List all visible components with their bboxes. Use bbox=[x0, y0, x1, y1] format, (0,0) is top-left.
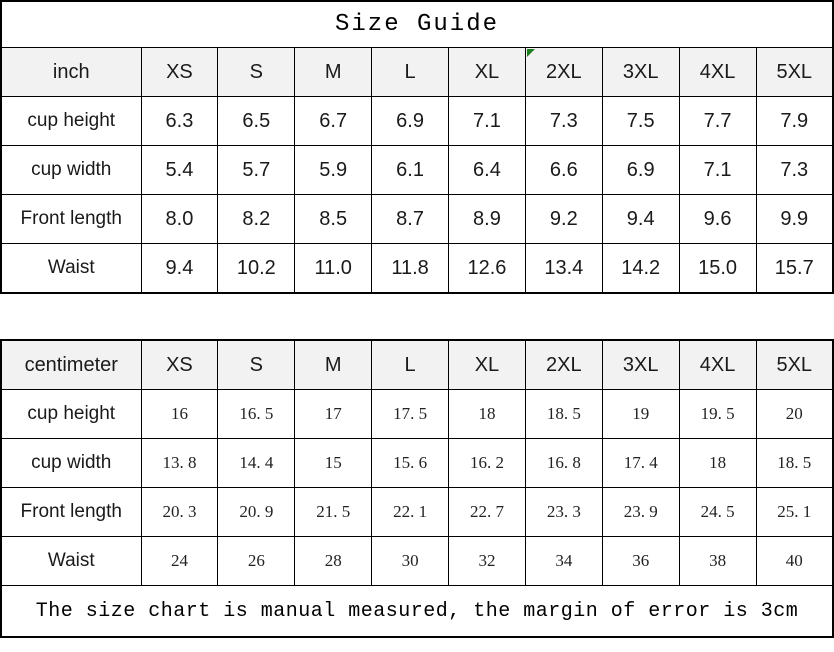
size-header-4xl: 4XL bbox=[679, 48, 756, 97]
row-label-front-length: Front length bbox=[1, 195, 141, 244]
value-cell: 5.4 bbox=[141, 146, 218, 195]
value-cell: 30 bbox=[372, 537, 449, 586]
row-label-waist: Waist bbox=[1, 244, 141, 294]
value-cell: 6.7 bbox=[295, 97, 372, 146]
value-cell: 6.9 bbox=[602, 146, 679, 195]
value-cell: 15. 6 bbox=[372, 439, 449, 488]
value-cell: 7.5 bbox=[602, 97, 679, 146]
value-cell: 22. 7 bbox=[449, 488, 526, 537]
row-label-cup-width: cup width bbox=[1, 439, 141, 488]
value-cell: 9.4 bbox=[141, 244, 218, 294]
value-cell: 6.3 bbox=[141, 97, 218, 146]
value-cell: 17 bbox=[295, 390, 372, 439]
value-cell: 11.0 bbox=[295, 244, 372, 294]
value-cell: 26 bbox=[218, 537, 295, 586]
value-cell: 17. 5 bbox=[372, 390, 449, 439]
size-header-xl: XL bbox=[449, 340, 526, 390]
size-header-4xl: 4XL bbox=[679, 340, 756, 390]
size-header-3xl: 3XL bbox=[602, 48, 679, 97]
value-cell: 16. 8 bbox=[525, 439, 602, 488]
value-cell: 6.6 bbox=[525, 146, 602, 195]
value-cell: 5.7 bbox=[218, 146, 295, 195]
row-label-cup-height: cup height bbox=[1, 97, 141, 146]
value-cell: 6.1 bbox=[372, 146, 449, 195]
value-cell: 18 bbox=[449, 390, 526, 439]
table-gap bbox=[0, 294, 834, 339]
value-cell: 34 bbox=[525, 537, 602, 586]
value-cell: 14.2 bbox=[602, 244, 679, 294]
value-cell: 13. 8 bbox=[141, 439, 218, 488]
inch-table bbox=[0, 0, 834, 294]
value-cell: 10.2 bbox=[218, 244, 295, 294]
value-cell: 15 bbox=[295, 439, 372, 488]
size-header-xl: XL bbox=[449, 48, 526, 97]
value-cell: 18. 5 bbox=[525, 390, 602, 439]
size-header-5xl: 5XL bbox=[756, 340, 833, 390]
row-label-cup-height: cup height bbox=[1, 390, 141, 439]
size-header-2xl: 2XL bbox=[525, 340, 602, 390]
value-cell: 19 bbox=[602, 390, 679, 439]
value-cell: 16 bbox=[141, 390, 218, 439]
value-cell: 22. 1 bbox=[372, 488, 449, 537]
value-cell: 7.3 bbox=[525, 97, 602, 146]
value-cell: 8.2 bbox=[218, 195, 295, 244]
size-header-xs: XS bbox=[141, 48, 218, 97]
value-cell: 24 bbox=[141, 537, 218, 586]
value-cell: 21. 5 bbox=[295, 488, 372, 537]
size-header-s: S bbox=[218, 340, 295, 390]
value-cell: 28 bbox=[295, 537, 372, 586]
value-cell: 9.6 bbox=[679, 195, 756, 244]
centimeter-table bbox=[0, 339, 834, 638]
value-cell: 11.8 bbox=[372, 244, 449, 294]
value-cell: 7.7 bbox=[679, 97, 756, 146]
value-cell: 12.6 bbox=[449, 244, 526, 294]
size-header-m: M bbox=[295, 340, 372, 390]
size-header-m: M bbox=[295, 48, 372, 97]
size-header-5xl: 5XL bbox=[756, 48, 833, 97]
size-header-l: L bbox=[372, 48, 449, 97]
value-cell: 7.9 bbox=[756, 97, 833, 146]
size-header-2xl-label: 2XL bbox=[546, 60, 582, 83]
value-cell: 19. 5 bbox=[679, 390, 756, 439]
value-cell: 8.7 bbox=[372, 195, 449, 244]
page-title: Size Guide bbox=[1, 1, 833, 48]
size-header-3xl: 3XL bbox=[602, 340, 679, 390]
value-cell: 20 bbox=[756, 390, 833, 439]
value-cell: 7.1 bbox=[679, 146, 756, 195]
cell-corner-marker-icon bbox=[527, 49, 535, 57]
unit-header-centimeter: centimeter bbox=[1, 340, 141, 390]
value-cell: 20. 3 bbox=[141, 488, 218, 537]
value-cell: 13.4 bbox=[525, 244, 602, 294]
row-label-front-length: Front length bbox=[1, 488, 141, 537]
size-header-2xl bbox=[525, 48, 602, 97]
value-cell: 9.2 bbox=[525, 195, 602, 244]
size-header-s: S bbox=[218, 48, 295, 97]
value-cell: 38 bbox=[679, 537, 756, 586]
value-cell: 18 bbox=[679, 439, 756, 488]
value-cell: 5.9 bbox=[295, 146, 372, 195]
value-cell: 9.4 bbox=[602, 195, 679, 244]
value-cell: 25. 1 bbox=[756, 488, 833, 537]
value-cell: 24. 5 bbox=[679, 488, 756, 537]
value-cell: 8.0 bbox=[141, 195, 218, 244]
size-header-l: L bbox=[372, 340, 449, 390]
value-cell: 15.0 bbox=[679, 244, 756, 294]
value-cell: 7.1 bbox=[449, 97, 526, 146]
value-cell: 6.4 bbox=[449, 146, 526, 195]
size-header-xs: XS bbox=[141, 340, 218, 390]
value-cell: 17. 4 bbox=[602, 439, 679, 488]
value-cell: 20. 9 bbox=[218, 488, 295, 537]
value-cell: 23. 3 bbox=[525, 488, 602, 537]
value-cell: 14. 4 bbox=[218, 439, 295, 488]
value-cell: 32 bbox=[449, 537, 526, 586]
value-cell: 15.7 bbox=[756, 244, 833, 294]
value-cell: 16. 2 bbox=[449, 439, 526, 488]
measurement-note: The size chart is manual measured, the margin of error is 3cm bbox=[1, 586, 833, 638]
value-cell: 8.9 bbox=[449, 195, 526, 244]
value-cell: 16. 5 bbox=[218, 390, 295, 439]
value-cell: 9.9 bbox=[756, 195, 833, 244]
value-cell: 6.9 bbox=[372, 97, 449, 146]
row-label-cup-width: cup width bbox=[1, 146, 141, 195]
value-cell: 23. 9 bbox=[602, 488, 679, 537]
value-cell: 8.5 bbox=[295, 195, 372, 244]
row-label-waist: Waist bbox=[1, 537, 141, 586]
value-cell: 36 bbox=[602, 537, 679, 586]
unit-header-inch: inch bbox=[1, 48, 141, 97]
value-cell: 40 bbox=[756, 537, 833, 586]
value-cell: 18. 5 bbox=[756, 439, 833, 488]
value-cell: 6.5 bbox=[218, 97, 295, 146]
value-cell: 7.3 bbox=[756, 146, 833, 195]
